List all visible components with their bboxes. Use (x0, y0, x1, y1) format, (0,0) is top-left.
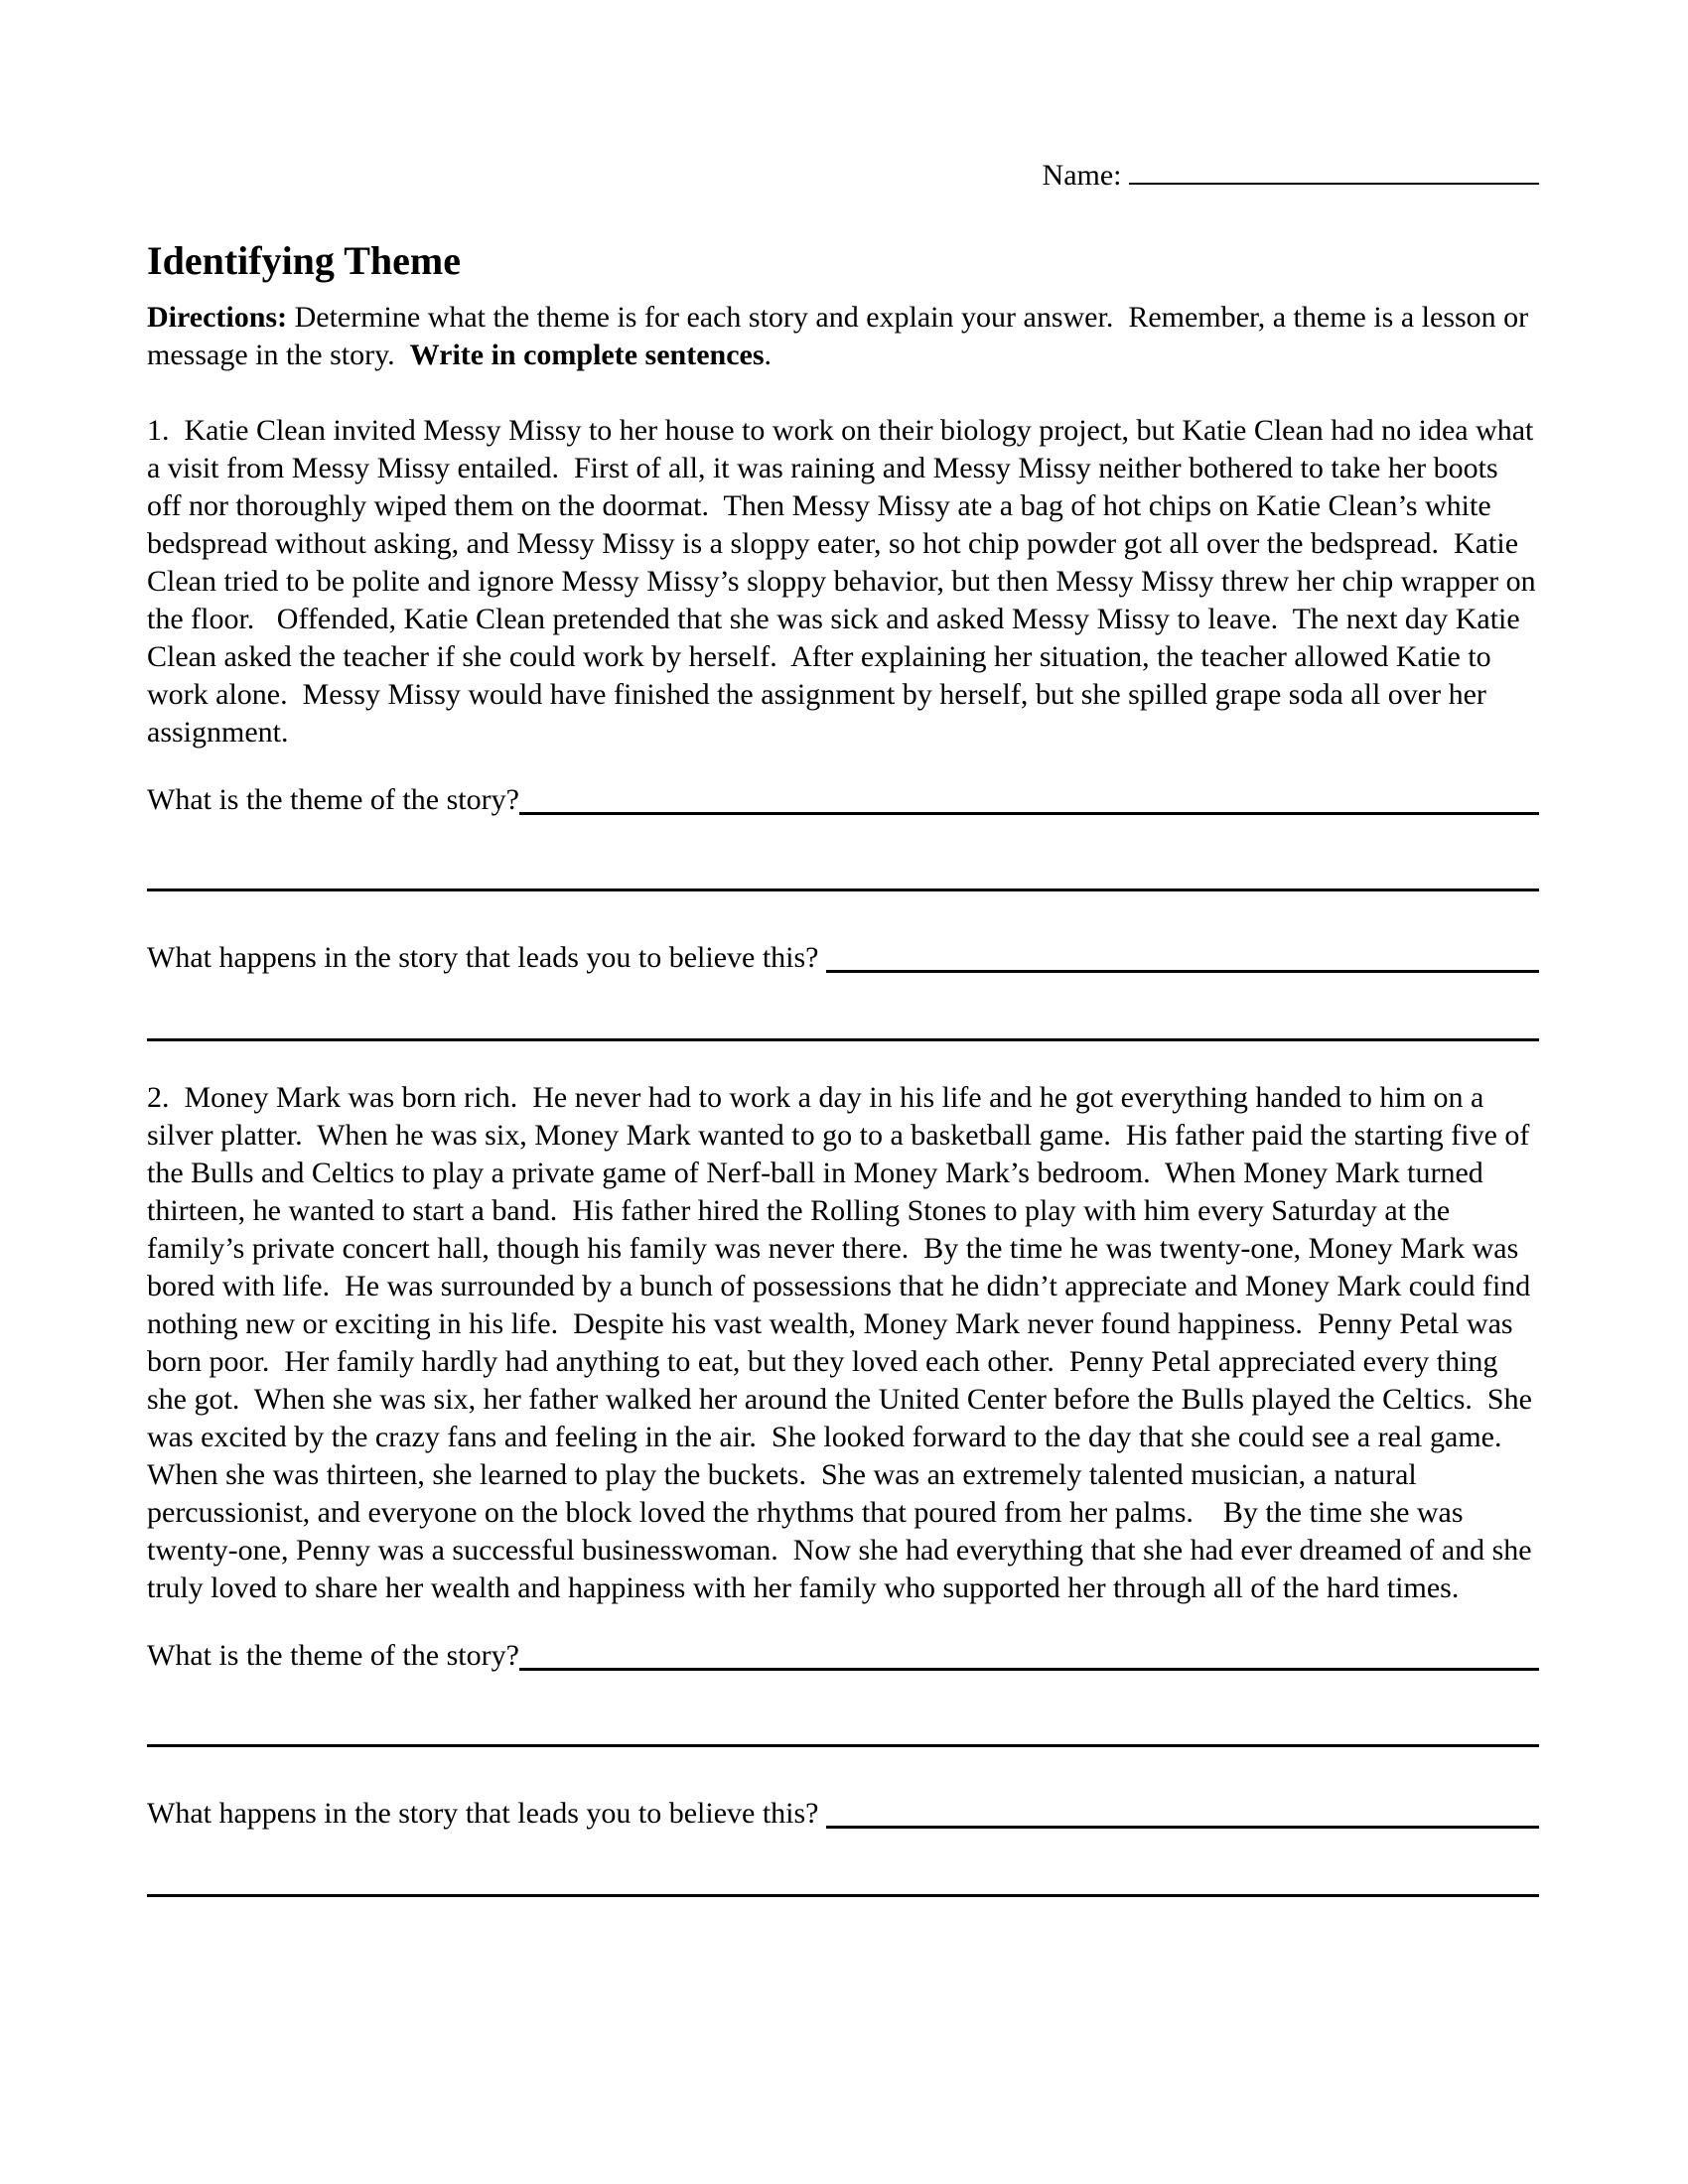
directions-label: Directions: (147, 301, 288, 334)
story-1-evidence-question-label: What happens in the story that leads you to believe this? (147, 941, 826, 974)
story-2-theme-question-label: What is the theme of the story? (147, 1639, 519, 1672)
story-1-paragraph: 1. Katie Clean invited Messy Missy to her house to work on their biology project, but Katie Clean had no idea what a visit from Messy Missy entailed. First of all, it was raining and Messy Missy neither bothered to take her boots off nor thoroughly wiped them on the doormat. Then Messy Missy ate a bag of hot chips on Katie Clean’s white bedspread without asking, and Messy Missy is a sloppy eater, so hot chip powder got all over the bedspread. Katie Clean tried to be polite and ignore Messy Missy’s sloppy behavior, but then Messy Missy threw her chip wrapper on the floor. Offended, Katie Clean pretended that she was sick and asked Messy Missy to leave. The next day Katie Clean asked the teacher if she could work by herself. After explaining her situation, the teacher allowed Katie to work alone. Messy Missy would have finished the assignment by herself, but she spilled grape soda all over her assignment. (147, 414, 1544, 749)
story-section-2 (147, 1079, 1539, 1897)
story-1-theme-answer-line[interactable] (519, 812, 1539, 815)
story-2-evidence-answer-line-2[interactable] (147, 1833, 1539, 1897)
directions-bold-phrase: Write in complete sentences (409, 339, 765, 371)
story-1-theme-answer-line-2[interactable] (147, 819, 1539, 891)
story-1-evidence-answer-line-2[interactable] (147, 977, 1539, 1041)
name-label: Name: (1042, 159, 1129, 192)
name-fill-line[interactable] (1129, 153, 1539, 185)
directions-text: Determine what the theme is for each story and explain your answer. Remember, a theme is a lesson or message in the story. (147, 301, 1536, 371)
story-1-theme-question-row (147, 781, 1539, 819)
story-2-evidence-question-row (147, 1795, 1539, 1833)
story-1-evidence-question-row (147, 939, 1539, 977)
story-2-evidence-question-label: What happens in the story that leads you to believe this? (147, 1797, 826, 1830)
story-section-1 (147, 412, 1544, 1041)
directions (147, 299, 1539, 374)
story-1-theme-question-label: What is the theme of the story? (147, 783, 519, 816)
story-2-theme-answer-line-2[interactable] (147, 1675, 1539, 1747)
page-title: Identifying Theme (147, 238, 461, 283)
story-2-theme-question-row (147, 1637, 1539, 1675)
story-2-evidence-answer-line[interactable] (826, 1826, 1539, 1829)
story-1-evidence-answer-line[interactable] (826, 970, 1539, 973)
story-2-theme-answer-line[interactable] (519, 1668, 1539, 1671)
name-row (147, 117, 1539, 229)
directions-period: . (764, 339, 773, 371)
story-2-paragraph: 2. Money Mark was born rich. He never had to work a day in his life and he got everything handed to him on a silver platter. When he was six, Money Mark wanted to go to a basketball game. His father paid the starting five of the Bulls and Celtics to play a private game of Nerf-ball in Money Mark’s bedroom. When Money Mark turned thirteen, he wanted to start a band. His father hired the Rolling Stones to play with him every Saturday at the family’s private concert hall, though his family was never there. By the time he was twenty-one, Money Mark was bored with life. He was surrounded by a bunch of possessions that he didn’t appreciate and Money Mark could find nothing new or exciting in his life. Despite his vast wealth, Money Mark never found happiness. Penny Petal was born poor. Her family hardly had anything to eat, but they loved each other. Penny Petal appreciated every thing she got. When she was six, her father walked her around the United Center before the Bulls played the Celtics. She was excited by the crazy fans and feeling in the air. She looked forward to the day that she could see a real game. When she was thirteen, she learned to play the buckets. She was an extremely talented musician, a natural percussionist, and everyone on the block loved the rhythms that poured from her palms. By the time she was twenty-one, Penny was a successful businesswoman. Now she had everything that she had ever dreamed of and she truly loved to share her wealth and happiness with her family who supported her through all of the hard times. (147, 1081, 1540, 1604)
